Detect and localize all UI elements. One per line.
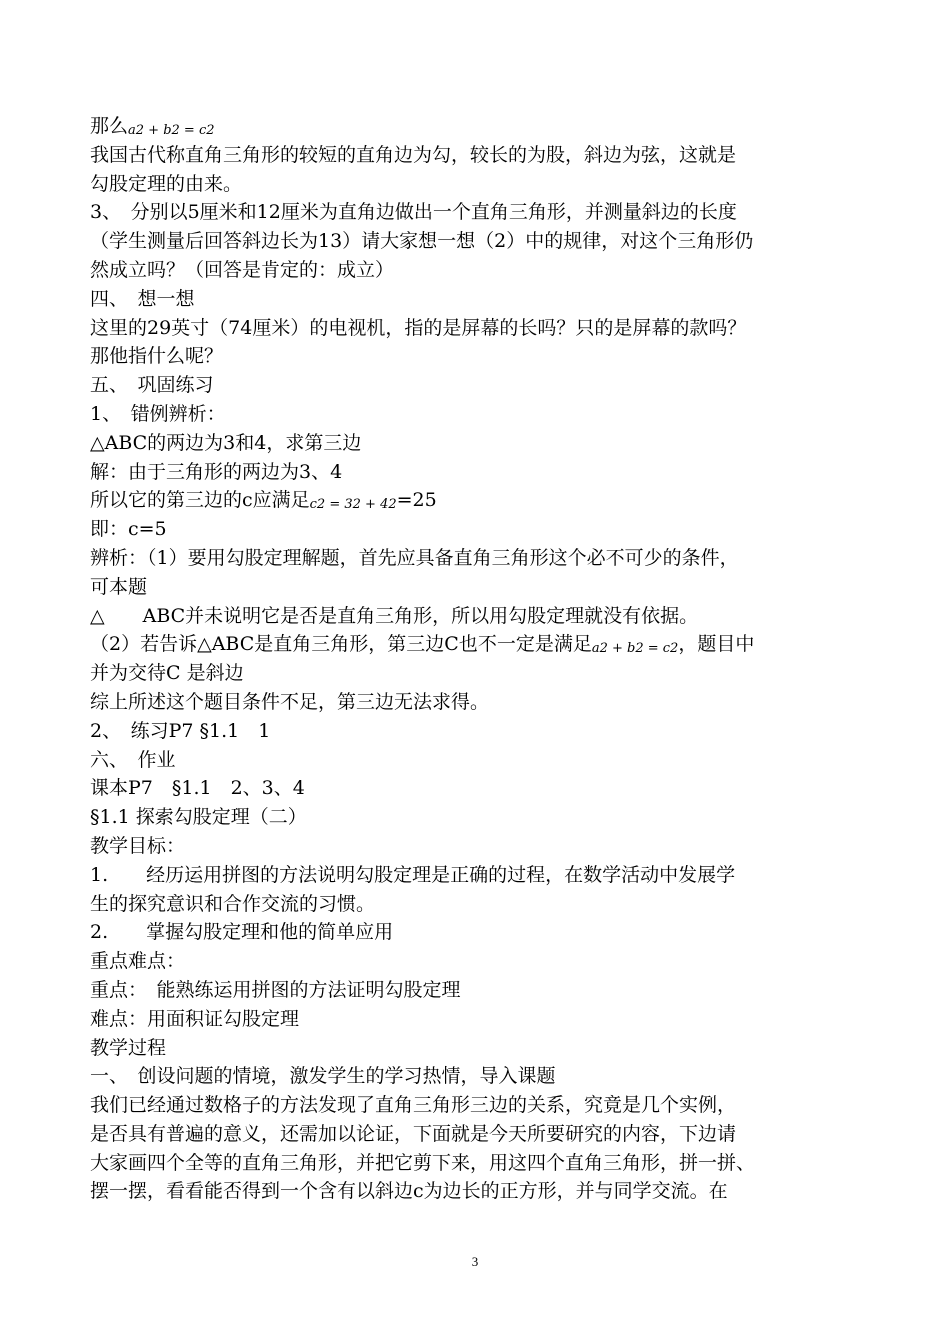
text-line	[90, 112, 870, 141]
line-text: 1、 错例辨析：	[90, 402, 226, 425]
line-text: 我国古代称直角三角形的较短的直角边为勾，较长的为股，斜边为弦，这就是	[90, 143, 737, 166]
line-text: △ ABC并未说明它是否是直角三角形，所以用勾股定理就没有依据。	[90, 604, 699, 627]
line-text: （2）若告诉△ABC是直角三角形，第三边C也不一定是满足	[90, 633, 592, 656]
text-line	[90, 1005, 870, 1034]
text-line	[90, 630, 870, 659]
line-text: 解：由于三角形的两边为3、4	[90, 460, 343, 483]
text-line	[90, 832, 870, 861]
line-text: 课本P7 §1.1 2、3、4	[90, 777, 305, 800]
text-line	[90, 659, 870, 688]
text-line	[90, 544, 870, 573]
document-body	[90, 112, 870, 1206]
text-line	[90, 314, 870, 343]
line-text: 并为交待C 是斜边	[90, 662, 244, 685]
line-text: 2、 练习P7 §1.1 1	[90, 719, 271, 742]
line-text: 3、 分别以5厘米和12厘米为直角边做出一个直角三角形，并测量斜边的长度	[90, 201, 737, 224]
text-line	[90, 198, 870, 227]
line-text: 生的探究意识和合作交流的习惯。	[90, 892, 376, 915]
text-line	[90, 774, 870, 803]
line-text: 大家画四个全等的直角三角形，并把它剪下来，用这四个直角三角形，拼一拼、	[90, 1151, 756, 1174]
text-line	[90, 976, 870, 1005]
line-text: 勾股定理的由来。	[90, 172, 243, 195]
text-line	[90, 717, 870, 746]
text-line	[90, 515, 870, 544]
line-text: 综上所述这个题目条件不足，第三边无法求得。	[90, 690, 490, 713]
line-text: 教学过程	[90, 1036, 167, 1059]
inline-formula: a2 + b2 = c2	[128, 123, 215, 138]
line-text: 那么	[90, 115, 129, 137]
text-line	[90, 400, 870, 429]
line-text: 那他指什么呢？	[90, 345, 224, 368]
line-text: 一、 创设问题的情境，激发学生的学习热情，导入课题	[90, 1065, 556, 1088]
text-line	[90, 170, 870, 199]
text-line	[90, 342, 870, 371]
text-line	[90, 227, 870, 256]
text-line	[90, 1034, 870, 1063]
text-line	[90, 486, 870, 515]
text-line	[90, 1177, 870, 1206]
text-line	[90, 458, 870, 487]
text-line	[90, 602, 870, 631]
page-number: 3	[471, 1254, 479, 1269]
line-text: 这里的29英寸（74厘米）的电视机，指的是屏幕的长吗？只的是屏幕的款吗？	[90, 316, 747, 339]
text-line	[90, 688, 870, 717]
line-text: 重点： 能熟练运用拼图的方法证明勾股定理	[90, 978, 461, 1001]
text-line	[90, 918, 870, 947]
line-text: 四、 想一想	[90, 287, 195, 310]
line-text: 是否具有普遍的意义，还需加以论证，下面就是今天所要研究的内容，下边请	[90, 1122, 737, 1145]
text-line	[90, 861, 870, 890]
line-text: 即：c=5	[90, 518, 167, 541]
text-line	[90, 256, 870, 285]
text-line	[90, 285, 870, 314]
line-text: 五、 巩固练习	[90, 374, 214, 397]
text-line	[90, 429, 870, 458]
text-line	[90, 573, 870, 602]
line-text: 难点：用面积证勾股定理	[90, 1007, 300, 1030]
text-line	[90, 371, 870, 400]
inline-formula: c2 = 32 + 42	[309, 497, 397, 513]
line-text: §1.1 探索勾股定理（二）	[90, 806, 307, 829]
line-text: 摆一摆，看看能否得到一个含有以斜边c为边长的正方形，并与同学交流。在	[90, 1180, 728, 1203]
text-line	[90, 746, 870, 775]
line-text: 教学目标：	[90, 834, 186, 857]
line-text: 可本题	[90, 575, 148, 598]
text-line	[90, 947, 870, 976]
line-text-suffix: ，题目中	[678, 633, 755, 656]
text-line	[90, 890, 870, 919]
line-text: 1. 经历运用拼图的方法说明勾股定理是正确的过程，在数学活动中发展学	[90, 863, 736, 886]
text-line	[90, 1062, 870, 1091]
text-line	[90, 1091, 870, 1120]
inline-formula: a2 + b2 = c2	[591, 641, 679, 657]
line-text-suffix: =25	[396, 489, 437, 512]
line-text: 2. 掌握勾股定理和他的简单应用	[90, 921, 394, 944]
text-line	[90, 1149, 870, 1178]
text-line	[90, 803, 870, 832]
line-text: 六、 作业	[90, 748, 176, 771]
line-text: （学生测量后回答斜边长为13）请大家想一想（2）中的规律，对这个三角形仍	[90, 230, 754, 253]
line-text: 然成立吗？（回答是肯定的：成立）	[90, 258, 395, 281]
line-text: 我们已经通过数格子的方法发现了直角三角形三边的关系，究竟是几个实例，	[90, 1094, 737, 1117]
line-text: △ABC的两边为3和4，求第三边	[90, 431, 362, 454]
line-text: 所以它的第三边的c应满足	[90, 489, 310, 512]
text-line	[90, 141, 870, 170]
line-text: 辨析：（1）要用勾股定理解题，首先应具备直角三角形这个必不可少的条件，	[90, 546, 739, 569]
line-text: 重点难点：	[90, 950, 186, 973]
text-line	[90, 1120, 870, 1149]
